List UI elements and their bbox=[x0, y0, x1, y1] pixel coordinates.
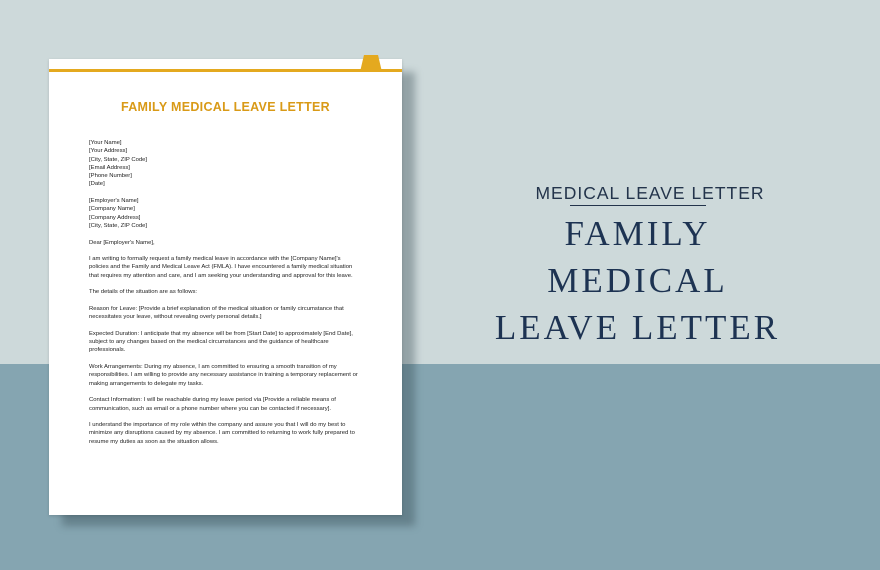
paragraph-contact bbox=[89, 396, 369, 413]
paragraph-reason bbox=[89, 305, 369, 322]
banner-title-line: LEAVE LETTER bbox=[494, 308, 781, 347]
paragraph-work-arrangements bbox=[89, 363, 369, 388]
letter-body bbox=[89, 139, 369, 446]
paragraph-line: making arrangements to delegate my tasks. bbox=[89, 380, 204, 387]
sender-block bbox=[89, 139, 369, 189]
paragraph-duration bbox=[89, 330, 369, 355]
letter-page bbox=[49, 59, 402, 515]
document-title: FAMILY MEDICAL LEAVE LETTER bbox=[120, 100, 331, 114]
paragraph-line: resume my duties as soon as the situation allows. bbox=[89, 438, 219, 445]
paragraph-line: Reason for Leave: [Provide a brief explanation of the medical situation or family circumstance that bbox=[89, 305, 344, 312]
paragraph-line: Contact Information: I will be reachable during my leave period via [Provide a reliable means of bbox=[89, 397, 336, 404]
recipient-block bbox=[89, 197, 369, 230]
paragraph-line: necessitates your leave, without revealing overly personal details.] bbox=[89, 314, 262, 321]
paragraph-line: I understand the importance of my role within the company and assure you that I will do my best to bbox=[89, 422, 346, 429]
paragraph-details-intro bbox=[89, 288, 369, 296]
paragraph-line: The details of the situation are as follows: bbox=[89, 289, 198, 296]
paragraph-line: minimize any disruptions caused by my absence. I am committed to returning to work fully prepared to bbox=[89, 430, 355, 437]
paragraph-line: subject to any changes based on the medical circumstances and the guidance of healthcare bbox=[89, 339, 329, 346]
paragraph-line: that requires my attention and care, and I am seeking your understanding and approval for this leave. bbox=[89, 272, 353, 279]
banner-subtitle: MEDICAL LEAVE LETTER bbox=[535, 183, 765, 203]
banner-title-line: FAMILY MEDICAL bbox=[547, 214, 728, 300]
sender-line: [Your Name] bbox=[89, 140, 122, 146]
paragraph-line: professionals. bbox=[89, 347, 126, 354]
sender-line: [City, State, ZIP Code] bbox=[89, 156, 148, 163]
sender-line: [Your Address] bbox=[89, 148, 128, 155]
paragraph-line: communication, such as email or a phone number where you can be contacted if necessary]. bbox=[89, 405, 331, 412]
paragraph-line: Expected Duration: I anticipate that my absence will be from [Start Date] to approximately [End Date], bbox=[89, 330, 353, 337]
recipient-line: [Company Name] bbox=[89, 206, 135, 213]
salutation: Dear [Employer's Name], bbox=[89, 239, 155, 246]
paragraph-line: policies and the Family and Medical Leave Act (FMLA). I have encountered a family medical situation bbox=[89, 264, 353, 271]
paragraph-line: Work Arrangements: During my absence, I am committed to ensuring a smooth transition of my bbox=[89, 364, 337, 371]
header-tab bbox=[360, 55, 382, 72]
recipient-line: [Company Address] bbox=[89, 214, 141, 221]
banner-title bbox=[470, 210, 805, 351]
banner-subtitle-underline bbox=[570, 205, 706, 206]
sender-line: [Date] bbox=[89, 181, 105, 188]
recipient-line: [City, State, ZIP Code] bbox=[89, 222, 148, 229]
paragraph-request bbox=[89, 255, 369, 280]
paragraph-line: responsibilities. I am willing to provide any necessary assistance in training a temporary replacement or bbox=[89, 372, 358, 379]
paragraph-line: I am writing to formally request a family medical leave in accordance with the [Company Name]'s bbox=[89, 256, 341, 263]
sender-line: [Phone Number] bbox=[89, 173, 132, 180]
header-rule bbox=[49, 69, 402, 72]
recipient-line: [Employer's Name] bbox=[89, 198, 139, 205]
paragraph-closing bbox=[89, 421, 369, 446]
sender-line: [Email Address] bbox=[89, 164, 130, 171]
